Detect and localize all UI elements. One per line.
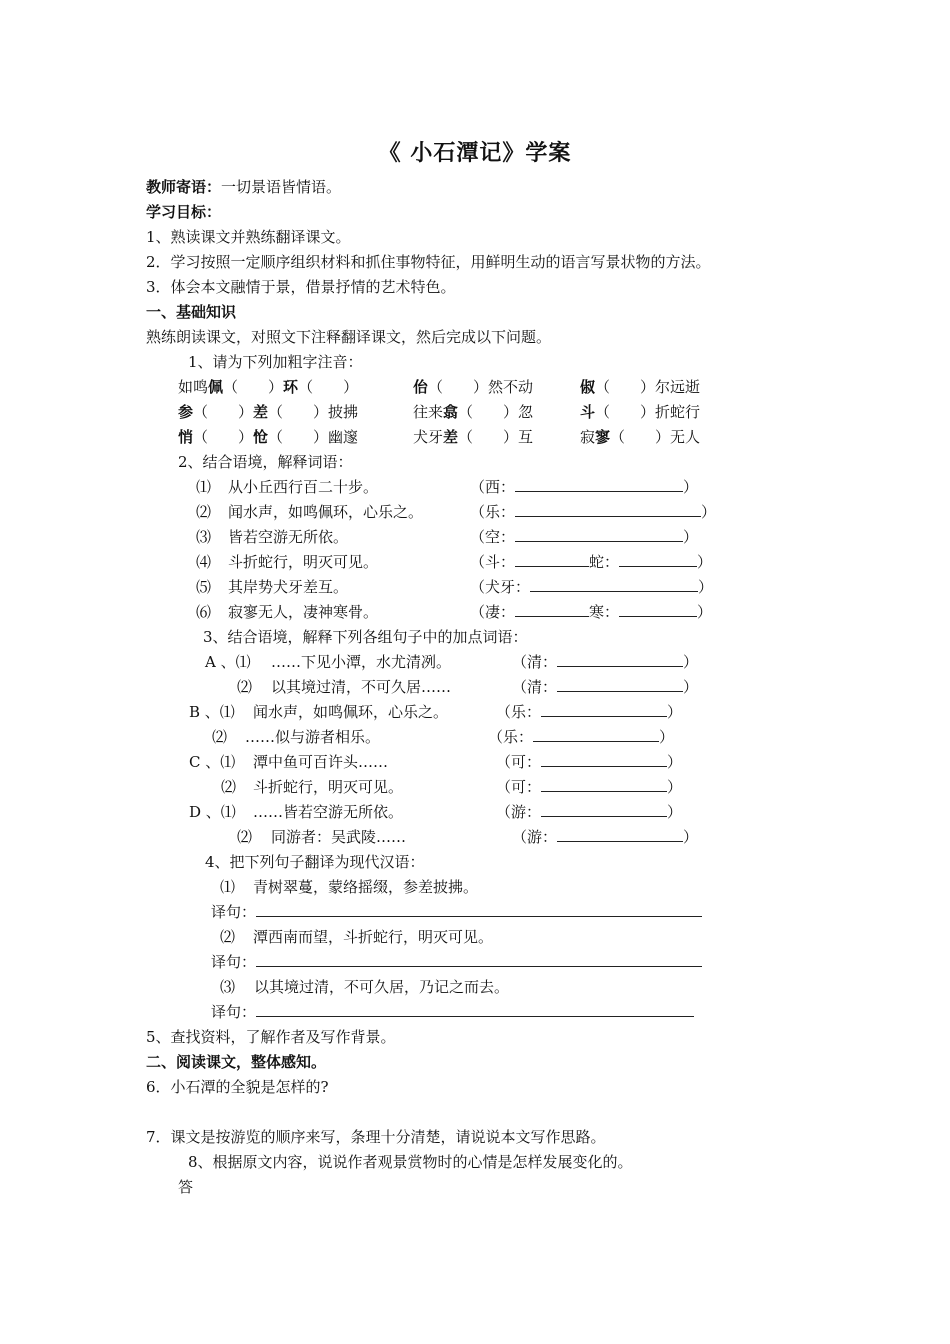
q3-item: [189, 701, 448, 723]
goal-item: 2．学习按照一定顺序组织材料和抓住事物特征，用鲜明生动的语言写景状物的方法。: [146, 253, 711, 271]
pinyin-blank[interactable]: （ ）无人: [610, 428, 701, 446]
pinyin-item: [413, 376, 533, 398]
item-number: ⑵: [237, 678, 253, 696]
section-1-intro: 熟练朗读课文，对照文下注释翻译课文，然后完成以下问题。: [146, 328, 552, 346]
answer-close: ）: [667, 703, 683, 721]
pinyin-blank[interactable]: （ ）忽: [458, 403, 534, 421]
item-number: A 、⑴: [205, 653, 251, 671]
item-text: 以其境过清，不可久居……: [271, 678, 452, 696]
teacher-message-label: 教师寄语：: [146, 178, 222, 196]
q3-item: [237, 826, 406, 848]
item-number: ⑷: [196, 553, 212, 571]
bold-char: 佁: [413, 378, 429, 396]
answer-label: 译句：: [211, 1003, 257, 1021]
answer-open: （可：: [496, 778, 542, 796]
answer-close: ）: [683, 653, 699, 671]
item-number: ⑶: [196, 528, 212, 546]
item-number: B 、⑴: [189, 703, 235, 721]
q4-item: [220, 876, 478, 898]
goals-label: 学习目标：: [146, 203, 222, 221]
item-number: ⑵: [212, 728, 228, 746]
q3-answer: [496, 701, 682, 723]
item-text: 斗折蛇行，明灭可见。: [228, 553, 379, 571]
item-number: ⑵: [221, 778, 237, 796]
q3-answer: [496, 776, 682, 798]
q2-item: [196, 501, 423, 523]
answer-blank[interactable]: [541, 777, 667, 792]
q4-item: [220, 926, 493, 948]
translation-blank[interactable]: [256, 952, 702, 967]
answer-blank[interactable]: [530, 577, 698, 592]
answer-close: ）: [698, 578, 714, 596]
item-text: 潭中鱼可百许头……: [253, 753, 389, 771]
item-number: C 、⑴: [189, 753, 236, 771]
bold-char: 佩: [208, 378, 224, 396]
pinyin-text: 犬牙: [413, 428, 444, 446]
q3-item: [221, 776, 403, 798]
pinyin-item: [580, 376, 700, 398]
pinyin-item: [178, 376, 358, 398]
q7: 7．课文是按游览的顺序来写，条理十分清楚，请说说本文写作思路。: [146, 1128, 606, 1146]
answer-close: ）: [683, 678, 699, 696]
bold-char: 翕: [443, 403, 459, 421]
q3-answer: [512, 676, 698, 698]
answer-blank[interactable]: [557, 827, 683, 842]
item-number: ⑵: [237, 828, 253, 846]
answer-blank[interactable]: [515, 477, 683, 492]
pinyin-blank[interactable]: （ ）尔远逝: [595, 378, 701, 396]
answer-blank[interactable]: [515, 502, 701, 517]
answer-open: （西：: [470, 478, 516, 496]
q3-answer: [496, 801, 682, 823]
translation-line: [211, 951, 702, 973]
answer-close: ）: [683, 828, 699, 846]
section-1-heading: 一、基础知识: [146, 303, 237, 321]
answer-blank[interactable]: [515, 527, 683, 542]
item-number: ⑵: [220, 928, 236, 946]
pinyin-item: [580, 426, 700, 448]
q1-label: 1、请为下列加粗字注音：: [188, 353, 363, 371]
q2-answer: [470, 601, 712, 623]
answer-blank[interactable]: [541, 702, 667, 717]
pinyin-blank[interactable]: （ ）互: [458, 428, 534, 446]
item-text: ……似与游者相乐。: [245, 728, 381, 746]
item-number: ⑹: [196, 603, 212, 621]
goal-item: 1、熟读课文并熟练翻译课文。: [146, 228, 351, 246]
bold-char: 悄: [178, 428, 194, 446]
answer-blank[interactable]: [619, 602, 697, 617]
q2-item: [196, 526, 348, 548]
answer-label: 译句：: [211, 903, 257, 921]
pinyin-blank[interactable]: （ ）幽邃: [268, 428, 359, 446]
pinyin-blank[interactable]: （ ）披拂: [268, 403, 359, 421]
item-number: ⑸: [196, 578, 212, 596]
answer-open: （乐：: [488, 728, 534, 746]
answer-open: （游：: [496, 803, 542, 821]
item-text: 从小丘西行百二十步。: [228, 478, 379, 496]
q3-answer: [488, 726, 674, 748]
item-text: 同游者：吴武陵……: [271, 828, 407, 846]
pinyin-blank[interactable]: （ ）: [193, 428, 254, 446]
item-text: ……皆若空游无所依。: [253, 803, 404, 821]
answer-close: ）: [683, 478, 699, 496]
q2-answer: [470, 576, 713, 598]
q3-item: [189, 751, 388, 773]
q3-answer: [512, 826, 698, 848]
q3-label: 3、结合语境，解释下列各组句子中的加点词语：: [203, 628, 528, 646]
item-number: ⑴: [220, 878, 236, 896]
pinyin-blank[interactable]: （ ）: [298, 378, 359, 396]
q5: 5、查找资料，了解作者及写作背景。: [146, 1028, 396, 1046]
item-text: 其岸势犬牙差互。: [228, 578, 349, 596]
item-text: 斗折蛇行，明灭可见。: [253, 778, 404, 796]
answer-close: ）: [667, 803, 683, 821]
answer-open: （斗：: [470, 553, 516, 571]
answer-close: ）: [683, 528, 699, 546]
item-number: D 、⑴: [189, 803, 236, 821]
answer-close: ）: [659, 728, 675, 746]
q2-answer: [470, 476, 698, 498]
answer-open: （游：: [512, 828, 558, 846]
pinyin-blank[interactable]: （ ）: [193, 403, 254, 421]
bold-char: 斗: [580, 403, 596, 421]
answer-label: 答: [178, 1178, 194, 1196]
translation-line: [211, 1001, 694, 1023]
translation-blank[interactable]: [256, 902, 702, 917]
answer-close: ）: [701, 503, 717, 521]
q2-label: 2、结合语境，解释词语：: [178, 453, 353, 471]
answer-blank[interactable]: [557, 652, 683, 667]
bold-char: 寥: [595, 428, 611, 446]
pinyin-text: 寂: [580, 428, 596, 446]
pinyin-item: [178, 426, 358, 448]
answer-open: （空：: [470, 528, 516, 546]
pinyin-blank[interactable]: （ ）折蛇行: [595, 403, 701, 421]
item-text: 青树翠蔓，蒙络摇缀，参差披拂。: [253, 878, 479, 896]
q3-item: [189, 801, 403, 823]
item-number: ⑴: [196, 478, 212, 496]
pinyin-blank[interactable]: （ ）然不动: [428, 378, 534, 396]
pinyin-item: [413, 426, 533, 448]
q2-item: [196, 476, 378, 498]
item-number: ⑵: [196, 503, 212, 521]
q3-answer: [496, 751, 682, 773]
pinyin-item: [580, 401, 700, 423]
q2-answer: [470, 551, 712, 573]
answer-open: （清：: [512, 653, 558, 671]
answer-close: ）: [667, 778, 683, 796]
pinyin-item: [413, 401, 533, 423]
pinyin-item: [178, 401, 358, 423]
answer-open: （可：: [496, 753, 542, 771]
answer-open: （犬牙：: [470, 578, 531, 596]
answer-open: （清：: [512, 678, 558, 696]
answer-mid: 寒：: [589, 603, 620, 621]
translation-blank[interactable]: [256, 1002, 694, 1017]
q2-item: [196, 551, 378, 573]
q2-item: [196, 576, 348, 598]
q6: 6．小石潭的全貌是怎样的?: [146, 1078, 329, 1096]
answer-blank[interactable]: [533, 727, 659, 742]
q4-item: [220, 976, 509, 998]
answer-blank[interactable]: [541, 802, 667, 817]
pinyin-text: 如鸣: [178, 378, 209, 396]
pinyin-text: 往来: [413, 403, 444, 421]
teacher-message: [146, 176, 341, 198]
item-number: ⑶: [220, 978, 236, 996]
item-text: 闻水声，如鸣佩环，心乐之。: [253, 703, 449, 721]
page-title: 《 小石潭记》学案: [378, 140, 572, 166]
bold-char: 差: [253, 403, 269, 421]
answer-blank[interactable]: [557, 677, 683, 692]
goal-item: 3．体会本文融情于景，借景抒情的艺术特色。: [146, 278, 456, 296]
q3-item: [205, 651, 451, 673]
bold-char: 俶: [580, 378, 596, 396]
bold-char: 参: [178, 403, 194, 421]
item-text: 以其境过清，不可久居，乃记之而去。: [254, 978, 510, 996]
item-text: 寂寥无人，凄神寒骨。: [228, 603, 379, 621]
q3-item: [237, 676, 451, 698]
teacher-message-text: 一切景语皆情语。: [221, 178, 342, 196]
answer-mid: 蛇：: [589, 553, 620, 571]
answer-blank[interactable]: [541, 752, 667, 767]
answer-blank[interactable]: [619, 552, 697, 567]
q3-item: [212, 726, 380, 748]
translation-line: [211, 901, 702, 923]
bold-char: 环: [283, 378, 299, 396]
answer-label: 译句：: [211, 953, 257, 971]
answer-close: ）: [697, 603, 713, 621]
section-2-heading: 二、阅读课文，整体感知。: [146, 1053, 327, 1071]
bold-char: 怆: [253, 428, 269, 446]
pinyin-blank[interactable]: （ ）: [223, 378, 284, 396]
answer-close: ）: [697, 553, 713, 571]
item-text: 潭西南而望，斗折蛇行，明灭可见。: [253, 928, 494, 946]
q8: 8、根据原文内容，说说作者观景赏物时的心情是怎样发展变化的。: [188, 1153, 633, 1171]
answer-open: （乐：: [470, 503, 516, 521]
q2-item: [196, 601, 378, 623]
answer-open: （乐：: [496, 703, 542, 721]
q3-answer: [512, 651, 698, 673]
item-text: 闻水声，如鸣佩环，心乐之。: [228, 503, 424, 521]
item-text: ……下见小潭，水尤清冽。: [271, 653, 452, 671]
q2-answer: [470, 501, 716, 523]
bold-char: 差: [443, 428, 459, 446]
answer-open: （凄：: [470, 603, 516, 621]
item-text: 皆若空游无所依。: [228, 528, 349, 546]
answer-close: ）: [667, 753, 683, 771]
q2-answer: [470, 526, 698, 548]
answer-blank[interactable]: [515, 552, 589, 567]
answer-blank[interactable]: [515, 602, 589, 617]
q4-label: 4、把下列句子翻译为现代汉语：: [205, 853, 425, 871]
